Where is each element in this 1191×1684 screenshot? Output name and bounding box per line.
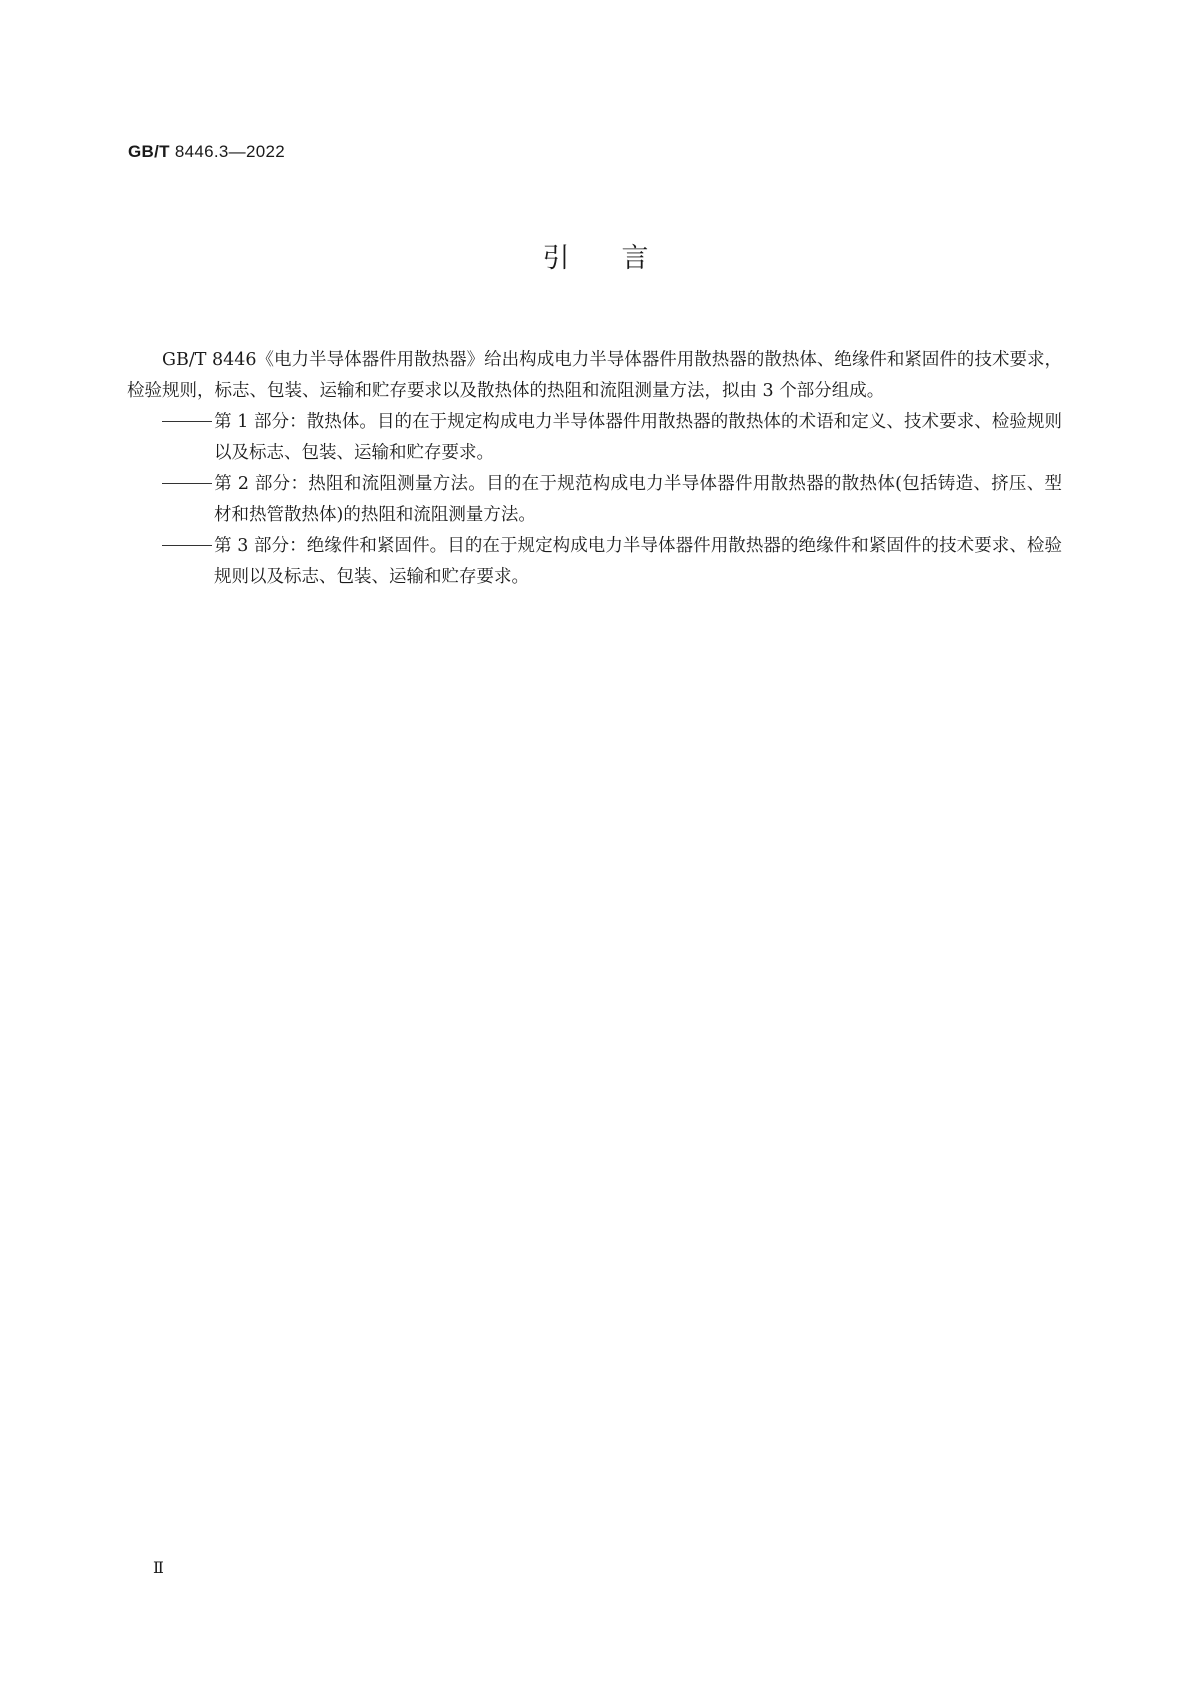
standard-code-number: 8446.3—2022 <box>174 142 285 161</box>
page-title: 引言 <box>542 243 701 274</box>
list-item-part-1 <box>127 407 1062 469</box>
document-body <box>127 345 1062 593</box>
standard-code-header <box>128 142 285 162</box>
em-dash-marker <box>162 531 214 562</box>
list-item-text: 第 1 部分：散热体。目的在于规定构成电力半导体器件用散热器的散热体的术语和定义、技术要求、检验规则以及标志、包装、运输和贮存要求。 <box>214 412 1062 463</box>
list-item-part-3 <box>127 531 1062 593</box>
standard-code-prefix: GB/T <box>128 142 170 161</box>
em-dash-marker <box>162 469 214 500</box>
intro-paragraph: GB/T 8446《电力半导体器件用散热器》给出构成电力半导体器件用散热器的散热体、绝缘件和紧固件的技术要求，检验规则，标志、包装、运输和贮存要求以及散热体的热阻和流阻测量方法，拟由 3 个部分组成。 <box>127 350 1062 401</box>
list-item-part-2 <box>127 469 1062 531</box>
list-item-text: 第 2 部分：热阻和流阻测量方法。目的在于规范构成电力半导体器件用散热器的散热体(包括铸造、挤压、型材和热管散热体)的热阻和流阻测量方法。 <box>214 474 1062 525</box>
list-item-text: 第 3 部分：绝缘件和紧固件。目的在于规定构成电力半导体器件用散热器的绝缘件和紧固件的技术要求、检验规则以及标志、包装、运输和贮存要求。 <box>214 536 1062 587</box>
em-dash-marker <box>162 407 214 438</box>
page-number: Ⅱ <box>153 1558 164 1577</box>
